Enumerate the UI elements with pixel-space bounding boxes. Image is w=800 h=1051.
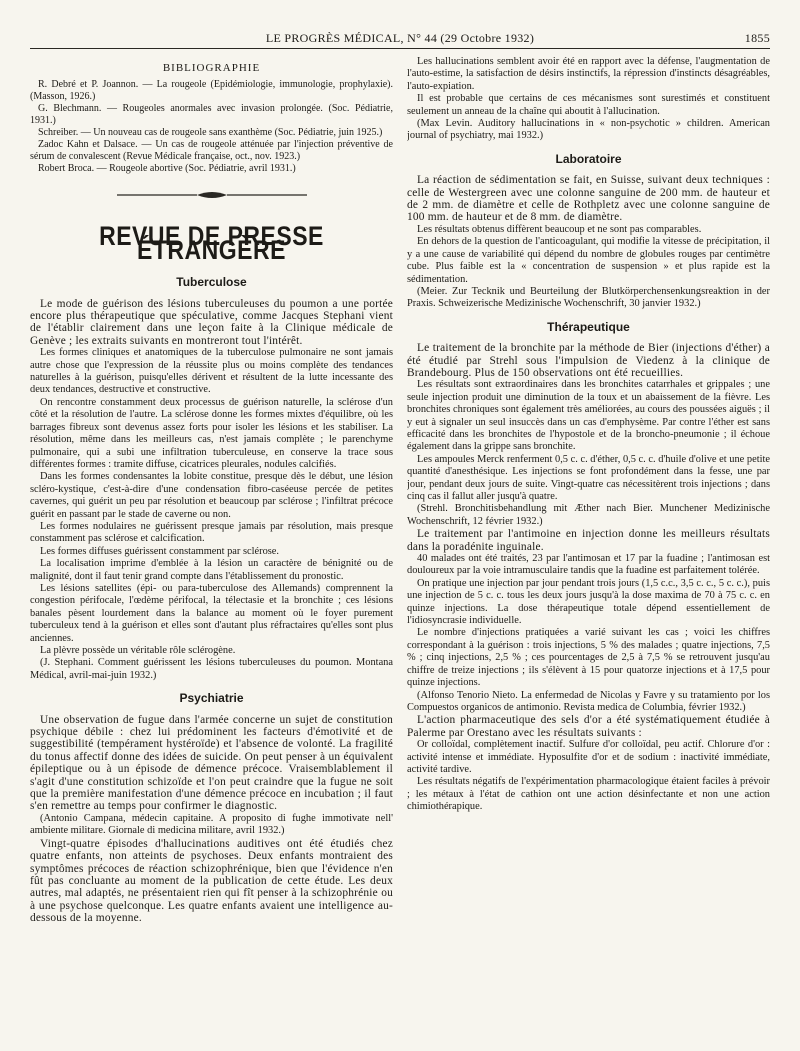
- heading-laboratoire: Laboratoire: [555, 151, 622, 166]
- paragraph: Les formes cliniques et anatomiques de la tuberculose pulmonaire ne sont jamais autre chose que l'expression de la réussite plus ou moins complète des tendances naturelles à la guérison, puisqu'elles dérivent et résultent de la lutte incessante des deux tendances, destructive et constructive.: [30, 347, 393, 396]
- source-citation: (Meier. Zur Tecknik und Beurteilung der Blutkörperchensenkungsreaktion in der Praxis. Schweizerische Medizinische Wochenschrift, 30 janvier 1932.): [407, 285, 770, 310]
- bibliography-entry: Schreiber. — Un nouveau cas de rougeole sans exanthème (Soc. Pédiatrie, juin 1925.): [38, 127, 383, 139]
- two-column-body: [30, 56, 770, 1045]
- paragraph: Le mode de guérison des lésions tuberculeuses du poumon a une portée encore plus thérapeutique que spéculative, comme Jacques Stephani vient de l'établir clairement dans une leçon faite à la Clinique médicale de Genève ; les extraits suivants en montreront tout l'intérêt.: [30, 297, 393, 347]
- running-title: LE PROGRÈS MÉDICAL, N° 44 (29 Octobre 1932): [265, 31, 535, 45]
- running-header: [30, 30, 770, 49]
- paragraph: Les formes diffuses guérissent constamment par sclérose.: [40, 545, 280, 557]
- paragraph: Or colloïdal, complètement inactif. Sulfure d'or colloïdal, peu actif. Chlorure d'or : activité intense et immédiate. Hyposulfite d'or et de sodium : inactivité immédiate, activité tardive.: [407, 739, 770, 775]
- source-citation: (J. Stephani. Comment guérissent les lésions tuberculeuses du poumon. Montana Médical, avril-mai-juin 1932.): [30, 657, 393, 681]
- paragraph: La réaction de sédimentation se fait, en Suisse, suivant deux techniques : celle de Westergreen avec une colonne sanguine de 200 mm. de hauteur et de 2 mm. de diamètre et celle de Rothpletz avec une colonne sanguine de 100 mm. de hauteur et de 8 mm. de diamètre.: [407, 174, 770, 224]
- paragraph: Le traitement par l'antimoine en injection donne les meilleurs résultats dans la poradénite inguinale.: [407, 528, 770, 553]
- paragraph: Une observation de fugue dans l'armée concerne un sujet de constitution psychique débile : chez lui prédominent les facteurs d'émotivité et de suggestibilité (tempérament hystéroïde) et l'absence de volonté. La fragilité du tonus affectif donne des idées de suicide. On peut penser à un équivalent épileptique ou à un épisode de démence précoce. Vraisemblablement il s'agit d'une constitution schizoïde et l'on peut craindre que la fugue ne soit que la première manifestation d'une démence précoce en incubation ; il faut s'en remettre au temps pour confirmer le diagnostic.: [30, 713, 393, 813]
- paragraph: 40 malades ont été traités, 23 par l'antimosan et 17 par la fuadine ; l'antimosan est douloureux par la voie intramusculaire tandis que la fuadine est parfaitement tolérée.: [407, 553, 770, 577]
- paragraph: En dehors de la question de l'anticoagulant, qui modifie la vitesse de précipitation, il y a une cause de variabilité qui dépend du nombre de globules rouges par centimètre cube. Plus faible est la « concentration de suspension » et plus rapide est la sédimentation.: [407, 236, 770, 285]
- bibliography-entry: Zadoc Kahn et Dalsace. — Un cas de rougeole atténuée par l'injection préventive de sérum de convalescent (Revue Médicale française, oct., nov. 1923.): [30, 139, 393, 163]
- section-title: REVUE DE PRESSE ÉTRANGÈRE: [99, 221, 324, 266]
- paragraph: La localisation imprime d'emblée à la lésion un caractère de bénignité ou de malignité, dont il faut tenir grand compte dans l'établissement du pronostic.: [30, 558, 393, 582]
- heading-psychiatrie: Psychiatrie: [179, 691, 244, 706]
- source-citation: (Max Levin. Auditory hallucinations in « non-psychotic » children. American journal of psychiatry, mai 1932.): [407, 118, 770, 142]
- paragraph: Les résultats sont extraordinaires dans les bronchites catarrhales et grippales ; une seule injection produit une diminution de la toux et un abaissement de la fièvre. Les bronchites chroniques sont également très améliorées, au cours des poussées aiguës ; il y eut à signaler un seul insuccès dans un cas d'emphysème. Par contre l'éther est sans efficacité dans les bronchites de l'hypostole et de la broncho-pneumonie ; il échoue également dans la grippe sans bronchite.: [407, 379, 770, 453]
- bibliography-entry: Robert Broca. — Rougeole abortive (Soc. Pédiatrie, avril 1931.): [38, 163, 296, 175]
- paragraph: Les formes nodulaires ne guérissent presque jamais par résolution, mais presque constamment pas sclérose et calcification.: [30, 520, 393, 545]
- source-citation: (Alfonso Tenorio Nieto. La enfermedad de Nicolas y Favre y su tratamiento por los Compuestos organicos de antimonio. Revista medica de Columbia, février 1932.): [407, 689, 770, 713]
- paragraph: On pratique une injection par jour pendant trois jours (1,5 c.c., 3,5 c. c., 5 c. c.), puis une injection de 5 c. c. tous les deux jours jusqu'à la dose maxima de 70 à 75 c. c. en quinze injections. La dose thérapeutique totale dépend essentiellement de l'idiosyncrasie individuelle.: [407, 577, 770, 627]
- paragraph: Les lésions satellites (épi- ou para-tuberculose des Allemands) comprennent la congestion périfocale, l'œdème périfocal, la télectasie et la bronchite ; ces lésions banales pèsent lourdement dans la balance au moment où le foyer purement tuberculeux tend à la guérison et elles sont d'autant plus réfractaires qu'elles sont plus anciennes.: [30, 582, 393, 644]
- bibliography-list: [30, 79, 393, 175]
- paragraph: Les résultats négatifs de l'expérimentation pharmacologique étaient faciles à prévoir ; les métaux à l'état de cathion ont une action désinfectante et non une action chimiothérapique.: [407, 776, 770, 813]
- left-column: [30, 56, 393, 1045]
- paragraph: L'action pharmaceutique des sels d'or a été systématiquement étudiée à Palerme par Orestano avec les résultats suivants :: [407, 714, 770, 739]
- source-citation: (Strehl. Bronchitisbehandlung mit Æther nach Bier. Munchener Medizinische Wochenschrift, 12 février 1932.): [407, 503, 770, 527]
- bibliography-title: BIBLIOGRAPHIE: [162, 62, 261, 74]
- bibliography-entry: R. Debré et P. Joannon. — La rougeole (Epidémiologie, immunologie, prophylaxie). (Masson, 1926.): [30, 79, 393, 103]
- source-citation: (Antonio Campana, médecin capitaine. A proposito di fughe immotivate nell' ambiente militare. Giornale di medicina militare, avril 1932.): [30, 812, 393, 837]
- paragraph: Les hallucinations semblent avoir été en rapport avec la défense, l'augmentation de l'auto-estime, la satisfaction de désirs instinctifs, la répression d'instincts désagréables, l'auto-expiation.: [407, 56, 770, 92]
- right-column: [407, 56, 770, 1045]
- bibliography-entry: G. Blechmann. — Rougeoles anormales avec invasion prolongée. (Soc. Pédiatrie, 1931.): [30, 103, 393, 127]
- paragraph: La plèvre possède un véritable rôle sclérogène.: [40, 645, 236, 656]
- paragraph: Dans les formes condensantes la lobite constitue, presque dès le début, une lésion scléro-kystique, c'est-à-dire d'une condensation fibro-caséeuse percée de petites cavernes, qui guérit un peu par résolution et beaucoup par sclérose ; l'infiltrat précoce guérit en passant par le stade de caverne ou non.: [30, 471, 393, 520]
- heading-therapeutique: Thérapeutique: [547, 319, 630, 334]
- paragraph: Le nombre d'injections pratiquées a varié suivant les cas ; voici les chiffres correspondant à la guérison : trois injections, 5 % des malades ; quatre injections, 7,5 % ; cinq injections, 2,5 % ; ces pourcentages de 2,5 à 7,5 % se retrouvent jusqu'au chiffre de treize injections ; ils s'élèvent à 15 pour quatorze injections et à 17,5 pour quinze injections.: [407, 627, 770, 689]
- paragraph: Le traitement de la bronchite par la méthode de Bier (injections d'éther) a été étudié par Strehl sous l'impulsion de Viedenz à la clinique de Brandebourg. Plus de 150 observations ont été recueillies.: [407, 342, 770, 379]
- paragraph: Vingt-quatre épisodes d'hallucinations auditives ont été étudiés chez quatre enfants, non atteints de psychoses. Deux enfants montraient des symptômes précoces de réaction schizophrénique, bien que l'évidence n'en fût pas concluante au moment de la publication de cette étude. Les deux autres, mal adaptés, ne présentaient rien qui fît penser à la schizophrénie ou à une psychose quelconque. Les quatre enfants avaient une intelligence au-dessous de la moyenne.: [30, 837, 393, 925]
- ornamental-divider: [30, 189, 393, 211]
- paragraph: Les ampoules Merck renferment 0,5 c. c. d'éther, 0,5 c. c. d'huile d'olive et une petite quantité d'anesthésique. Les injections se font profondément dans la fesse, une par jour, pendant deux jours de suite. Vingt-quatre cas nécessitèrent trois injections ; dans cinq cas il fallut aller jusqu'à quatre.: [407, 453, 770, 502]
- paragraph: On rencontre constamment deux processus de guérison naturelle, la sclérose d'un côté et la résolution de l'autre. La sclérose donne les formes mixtes d'équilibre, où les barrages fibreux sont devenus assez forts pour isoler les lésions et les stabiliser. La résolution, même dans les meilleurs cas, n'est jamais complète ; le parenchyme pulmonaire, qui a subi une infiltration tuberculeuse, en conserve la trace sous différentes formes : tramite diffuse, cicatrices pleurales, nodules calcifiés.: [30, 396, 393, 470]
- paragraph: Les résultats obtenus diffèrent beaucoup et ne sont pas comparables.: [417, 223, 702, 235]
- page-number: 1855: [744, 31, 770, 45]
- paragraph: Il est probable que certains de ces mécanismes sont surestimés et constituent seulement un anneau de la chaîne qui aboutit à l'allucination.: [407, 93, 770, 117]
- heading-tuberculose: Tuberculose: [176, 275, 247, 290]
